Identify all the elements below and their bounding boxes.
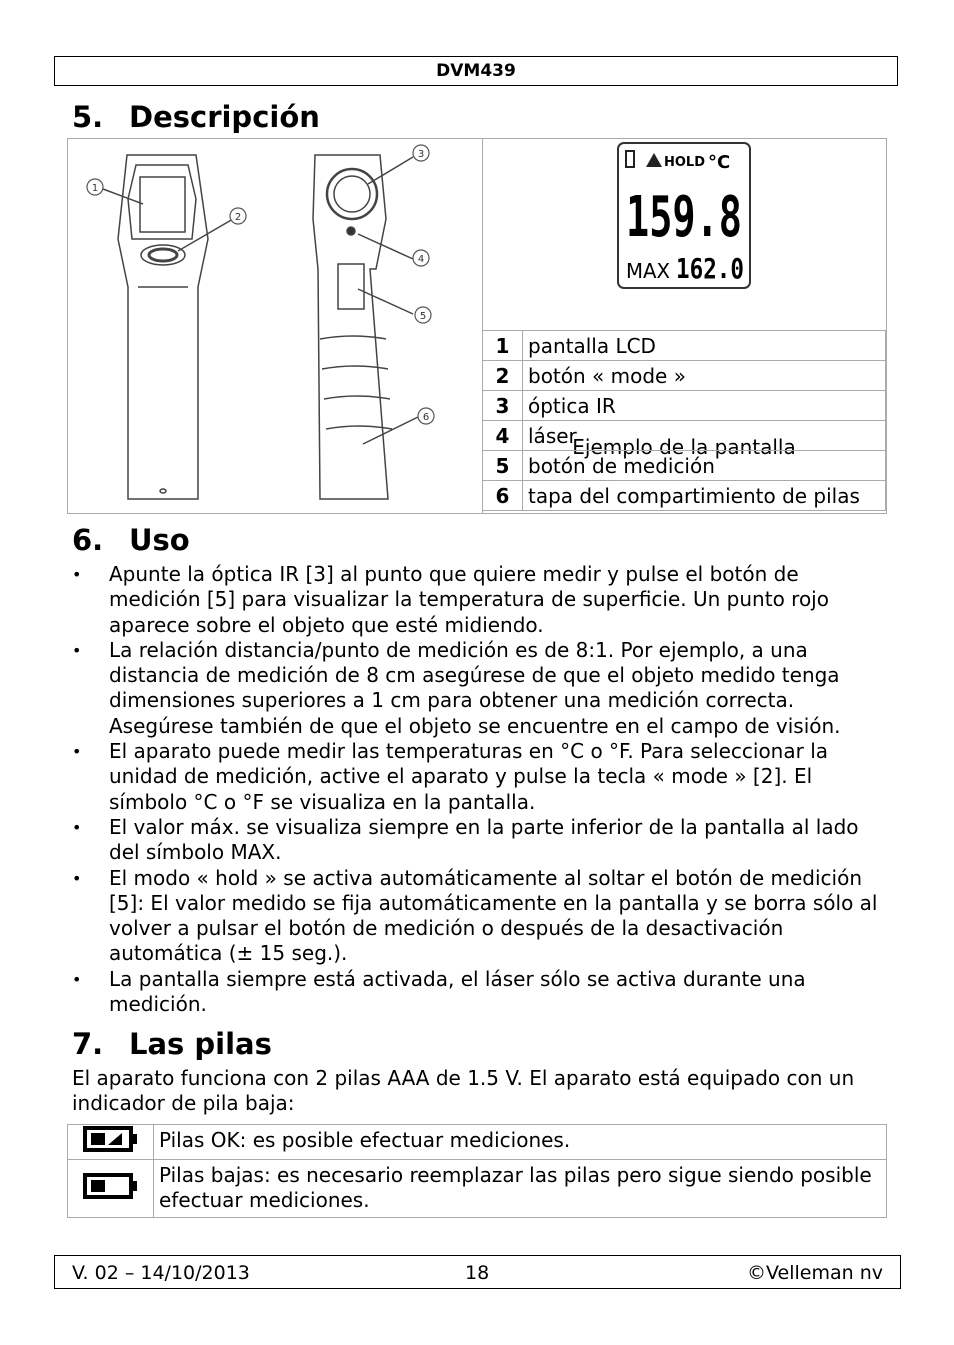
footer-version: V. 02 – 14/10/2013 <box>72 1262 250 1284</box>
lcd-max-value: 162.0 <box>676 252 744 285</box>
table-row: 4 láser <box>483 421 886 451</box>
page-header <box>54 56 898 86</box>
table-row: Pilas OK: es posible efectuar mediciones. <box>68 1125 887 1160</box>
list-item: • El aparato puede medir las temperaturas en °C o °F. Para seleccionar la unidad de medición, active el aparato y pulse la tecla « mode » [2]. El símbolo °C o °F se visualiza en la pantalla. <box>72 739 892 815</box>
callout-2: 2 <box>234 212 242 223</box>
section-7-heading: 7. Las pilas <box>72 1027 272 1061</box>
battery-table <box>67 1124 887 1218</box>
table-row: 1 pantalla LCD <box>483 331 886 361</box>
lcd-display <box>616 141 756 291</box>
list-item: • La relación distancia/punto de medición es de 8:1. Por ejemplo, a una distancia de medición de 8 cm asegúrese de que el objeto medido tenga dimensiones superiores a 1 cm para obtener una medición correcta. Asegúrese también de que el objeto se encuentre en el campo de visión. <box>72 638 892 739</box>
table-row: 6 tapa del compartimiento de pilas <box>483 481 886 511</box>
device-illustrations <box>68 139 483 513</box>
lcd-hold-label: HOLD <box>664 155 706 170</box>
battery-low-icon <box>82 1172 140 1200</box>
section-6-heading: 6. Uso <box>72 523 190 557</box>
model-name: DVM439 <box>436 61 516 81</box>
callout-1: 1 <box>91 183 99 194</box>
section-5-heading: 5. Descripción <box>72 100 320 134</box>
footer-copyright: ©Velleman nv <box>747 1262 883 1284</box>
table-row: 3 óptica IR <box>483 391 886 421</box>
list-item: • El modo « hold » se activa automáticamente al soltar el botón de medición [5]: El valor medido se fija automáticamente en la pantalla y se borra sólo al volver a pulsar el botón de medición o después de la desactivación automática (± 15 seg.). <box>72 866 892 967</box>
lcd-main-value: 159.8 <box>626 185 742 250</box>
table-row: 5 botón de medición <box>483 451 886 481</box>
table-row: Pilas bajas: es necesario reemplazar las pilas pero sigue siendo posible efectuar mediciones. <box>68 1160 887 1218</box>
callout-5: 5 <box>419 311 427 322</box>
lcd-max-label: MAX <box>626 259 671 283</box>
battery-full-icon <box>82 1125 140 1153</box>
lcd-unit: °C <box>708 152 731 173</box>
list-item: • Apunte la óptica IR [3] al punto que quiere medir y pulse el botón de medición [5] para visualizar la temperatura de superficie. Un punto rojo aparece sobre el objeto que esté midiendo. <box>72 562 892 638</box>
lcd-caption: Ejemplo de la pantalla <box>572 435 796 459</box>
parts-table <box>482 330 886 511</box>
callout-4: 4 <box>417 254 425 265</box>
thermometer-drawing <box>68 139 482 513</box>
batteries-intro: El aparato funciona con 2 pilas AAA de 1.5 V. El aparato está equipado con un indicador de pila baja: <box>72 1066 855 1116</box>
callout-3: 3 <box>417 149 425 160</box>
page-footer <box>54 1255 901 1289</box>
table-row: 2 botón « mode » <box>483 361 886 391</box>
usage-list <box>72 562 892 1017</box>
list-item: • El valor máx. se visualiza siempre en la parte inferior de la pantalla al lado del símbolo MAX. <box>72 815 892 866</box>
description-figure <box>67 138 887 514</box>
callout-6: 6 <box>422 412 430 423</box>
list-item: • La pantalla siempre está activada, el láser sólo se activa durante una medición. <box>72 967 892 1018</box>
footer-page-number: 18 <box>465 1262 490 1284</box>
